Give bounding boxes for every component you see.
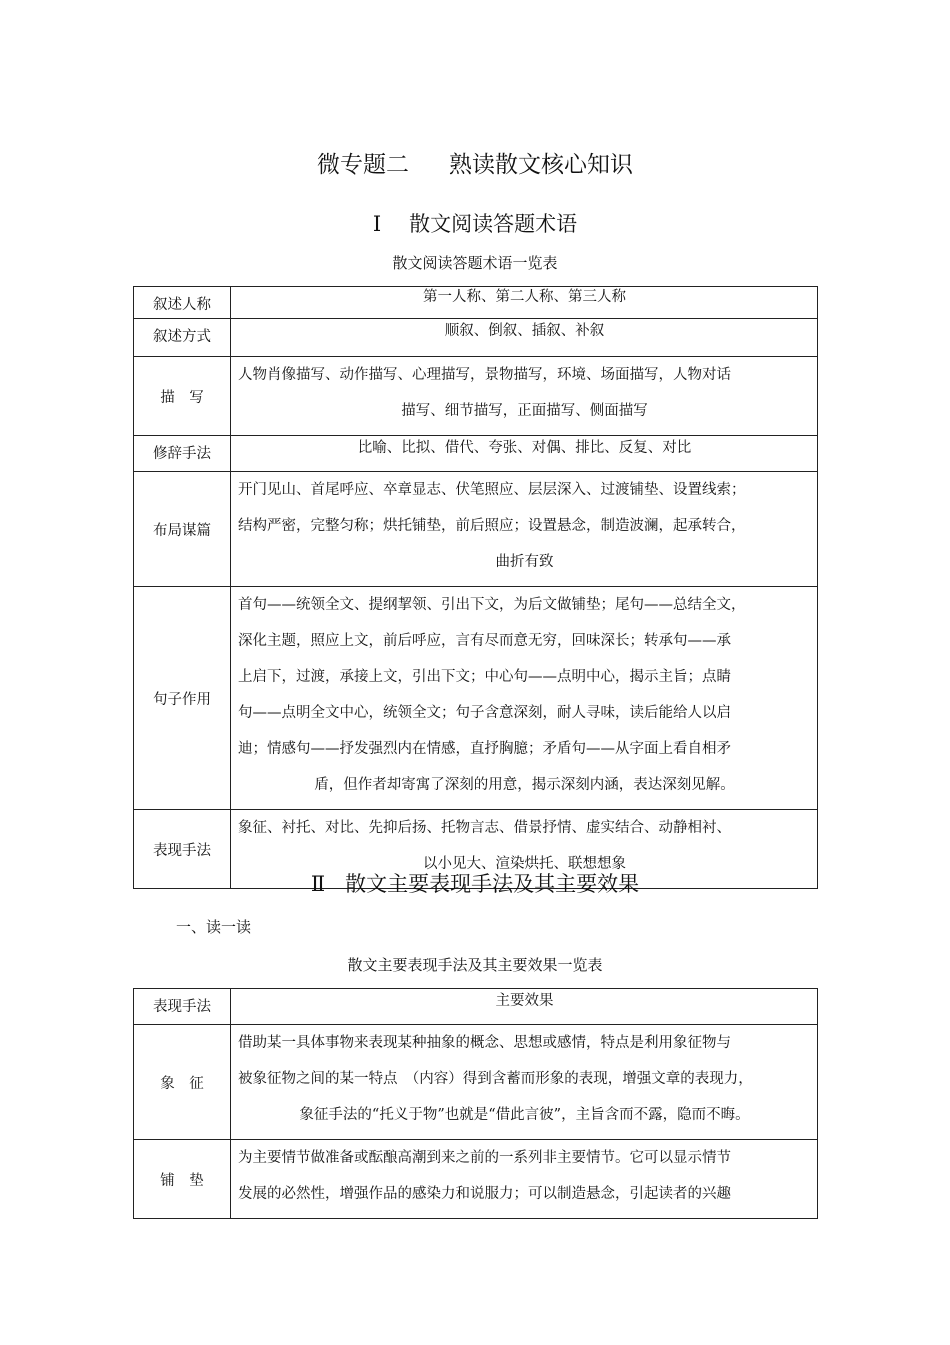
content-line: 人物肖像描写、动作描写、心理描写，景物描写，环境、场面描写，人物对话 — [238, 367, 731, 383]
column-header-label: 主要效果 — [495, 993, 554, 1009]
content-line: 描写、细节描写，正面描写、侧面描写 — [401, 403, 648, 419]
row-content — [231, 436, 818, 472]
content-line: 首句——统领全文、提纲挈领、引出下文，为后文做铺垫；尾句——总结全文， — [238, 597, 746, 613]
column-header — [231, 989, 818, 1025]
row-label: 象 征 — [134, 1025, 231, 1140]
techniques-table — [133, 988, 818, 1219]
table-row — [134, 436, 818, 472]
section1-title: 散文阅读答题术语 — [409, 212, 578, 236]
content-line: 象征手法的“托义于物”也就是“借此言彼”，主旨含而不露，隐而不晦。 — [299, 1107, 750, 1123]
content-line: 曲折有致 — [495, 554, 554, 570]
content-line: 深化主题，照应上文，前后呼应，言有尽而意无穷，回味深长；转承句——承 — [238, 633, 731, 649]
row-label: 句子作用 — [134, 587, 231, 810]
content-line: 发展的必然性，增强作品的感染力和说服力；可以制造悬念，引起读者的兴趣 — [238, 1186, 731, 1202]
section2-title: 散文主要表现手法及其主要效果 — [345, 872, 640, 896]
table2-caption: 散文主要表现手法及其主要效果一览表 — [347, 956, 603, 974]
row-label: 描 写 — [134, 357, 231, 436]
row-label: 叙述方式 — [134, 319, 231, 357]
row-content — [231, 1140, 818, 1219]
row-label: 表现手法 — [134, 810, 231, 889]
content-line: 开门见山、首尾呼应、卒章显志、伏笔照应、层层深入、过渡铺垫、设置线索； — [238, 482, 746, 498]
page-title-part2: 熟读散文核心知识 — [449, 152, 633, 178]
content-line: 象征、衬托、对比、先抑后扬、托物言志、借景抒情、虚实结合、动静相衬、 — [238, 820, 731, 836]
row-content — [231, 587, 818, 810]
table-header-row — [134, 989, 818, 1025]
read-heading: 一、读一读 — [176, 918, 252, 936]
table-row — [134, 1025, 818, 1140]
page-title-part1: 微专题二 — [317, 152, 409, 178]
row-content — [231, 319, 818, 357]
row-label: 修辞手法 — [134, 436, 231, 472]
page-title — [0, 146, 950, 179]
content-line: 被象征物之间的某一特点 （内容）得到含蓄而形象的表现，增强文章的表现力， — [238, 1071, 753, 1087]
section1-heading — [0, 208, 950, 238]
table-row — [134, 587, 818, 810]
terms-table — [133, 286, 818, 889]
row-label: 叙述人称 — [134, 287, 231, 319]
table-row — [134, 472, 818, 587]
row-content — [231, 357, 818, 436]
row-content — [231, 1025, 818, 1140]
table-row — [134, 357, 818, 436]
row-content — [231, 287, 818, 319]
content-line: 顺叙、倒叙、插叙、补叙 — [444, 323, 605, 339]
table-row — [134, 287, 818, 319]
content-line: 第一人称、第二人称、第三人称 — [423, 289, 626, 305]
row-label: 铺 垫 — [134, 1140, 231, 1219]
content-line: 为主要情节做准备或酝酿高潮到来之前的一系列非主要情节。它可以显示情节 — [238, 1150, 731, 1166]
row-label: 布局谋篇 — [134, 472, 231, 587]
column-header: 表现手法 — [134, 989, 231, 1025]
content-line: 盾，但作者却寄寓了深刻的用意，揭示深刻内涵，表达深刻见解。 — [314, 777, 735, 793]
table1-caption: 散文阅读答题术语一览表 — [392, 254, 558, 272]
content-line: 比喻、比拟、借代、夸张、对偶、排比、反复、对比 — [357, 440, 692, 456]
row-content — [231, 472, 818, 587]
content-line: 迪；情感句——抒发强烈内在情感，直抒胸臆；矛盾句——从字面上看自相矛 — [238, 741, 731, 757]
content-line: 结构严密，完整匀称；烘托铺垫，前后照应；设置悬念，制造波澜，起承转合， — [238, 518, 746, 534]
content-line: 以小见大、渲染烘托、联想想象 — [423, 856, 626, 872]
table-row — [134, 319, 818, 357]
section2-heading — [0, 868, 950, 898]
section2-numeral: Ⅱ — [310, 872, 326, 896]
content-line: 上启下，过渡，承接上文，引出下文；中心句——点明中心，揭示主旨；点睛 — [238, 669, 731, 685]
content-line: 借助某一具体事物来表现某种抽象的概念、思想或感情，特点是利用象征物与 — [238, 1035, 731, 1051]
section1-numeral: Ⅰ — [372, 212, 382, 236]
table-row — [134, 1140, 818, 1219]
content-line: 句——点明全文中心，统领全文；句子含意深刻，耐人寻味，读后能给人以启 — [238, 705, 731, 721]
